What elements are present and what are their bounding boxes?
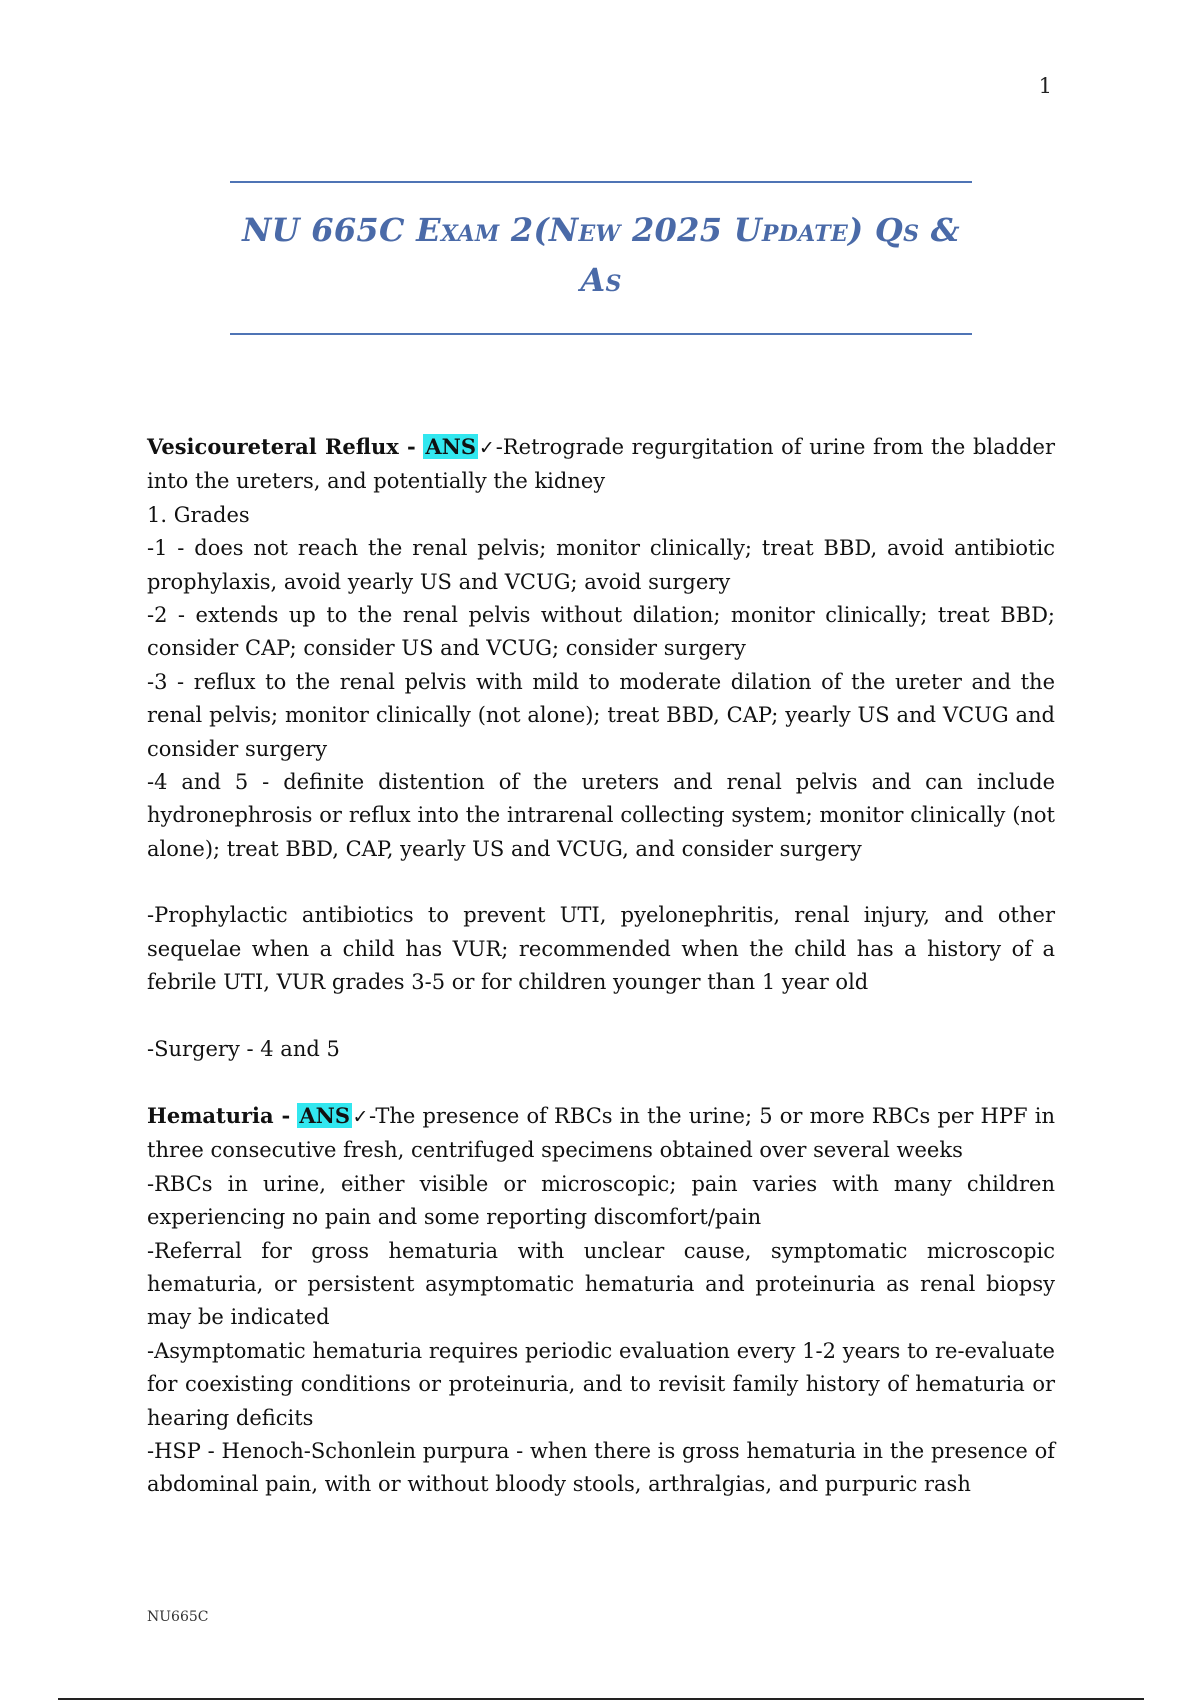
- hematuria-item: -RBCs in urine, either visible or microscopic; pain varies with many children experiencing no pain and some reporting discomfort/pain: [147, 1171, 1055, 1230]
- check-mark-icon: ✓: [352, 1105, 369, 1128]
- hematuria-definition-text: -The presence of RBCs in the urine; 5 or more RBCs per HPF in three consecutive fresh, centrifuged specimens obtained over several weeks: [147, 1103, 1055, 1163]
- ans-highlight: ANS: [425, 434, 477, 459]
- ans-highlight: ANS: [299, 1102, 351, 1128]
- vur-prophylaxis: -Prophylactic antibiotics to prevent UTI, pyelonephritis, renal injury, and other sequelae when a child has VUR; recommended when the child has a history of a febrile UTI, VUR grades 3-5 or for children younger than 1 year old: [147, 903, 1055, 995]
- hematuria-item: -Asymptomatic hematuria requires periodic evaluation every 1-2 years to re-evaluate for coexisting conditions or proteinuria, and to revisit family history of hematuria or hearing deficits: [147, 1338, 1055, 1430]
- vur-grades-heading: 1. Grades: [147, 502, 250, 527]
- hematuria-item: -Referral for gross hematuria with unclear cause, symptomatic microscopic hematuria, or persistent asymptomatic hematuria and proteinuria as renal biopsy may be indicated: [147, 1238, 1055, 1330]
- spacer: [147, 866, 1055, 899]
- vur-grade-2: -2 - extends up to the renal pelvis without dilation; monitor clinically; treat BBD; consider CAP; consider US and VCUG; consider surgery: [147, 603, 1055, 661]
- title-block: [230, 181, 972, 335]
- hematuria-item: -HSP - Henoch-Schonlein purpura - when there is gross hematuria in the presence of abdominal pain, with or without bloody stools, arthralgias, and purpuric rash: [147, 1438, 1055, 1497]
- title-line-2: As: [580, 261, 622, 299]
- hematuria-definition: [147, 1099, 1055, 1168]
- vur-grade-4-5: -4 and 5 - definite distention of the ureters and renal pelvis and can include hydronephrosis or reflux into the intrarenal collecting system; monitor clinically (not alone); treat BBD, CAP, yearly US and VCUG, and consider surgery: [147, 770, 1055, 861]
- document-title: [230, 205, 972, 305]
- hematuria-term: Hematuria -: [147, 1102, 291, 1128]
- vur-definition: [147, 430, 1055, 499]
- vur-term: Vesicoureteral Reflux -: [147, 434, 416, 459]
- vur-definition-text: -Retrograde regurgitation of urine from the bladder into the ureters, and potentially the kidney: [147, 435, 1055, 494]
- spacer: [147, 1066, 1055, 1099]
- vur-grade-1: -1 - does not reach the renal pelvis; monitor clinically; treat BBD, avoid antibiotic prophylaxis, avoid yearly US and VCUG; avoid surgery: [147, 536, 1055, 594]
- document-body: [147, 430, 1055, 1502]
- vur-grade-3: -3 - reflux to the renal pelvis with mild to moderate dilation of the ureter and the renal pelvis; monitor clinically (not alone); treat BBD, CAP; yearly US and VCUG and consider surgery: [147, 669, 1055, 761]
- title-line-1: NU 665C Exam 2(New 2025 Update) Qs &: [242, 211, 960, 249]
- check-mark-icon: ✓: [478, 437, 496, 459]
- page-number: 1: [1038, 74, 1052, 98]
- vur-surgery: -Surgery - 4 and 5: [147, 1036, 340, 1061]
- spacer: [147, 1000, 1055, 1033]
- footer-code: NU665C: [147, 1609, 209, 1625]
